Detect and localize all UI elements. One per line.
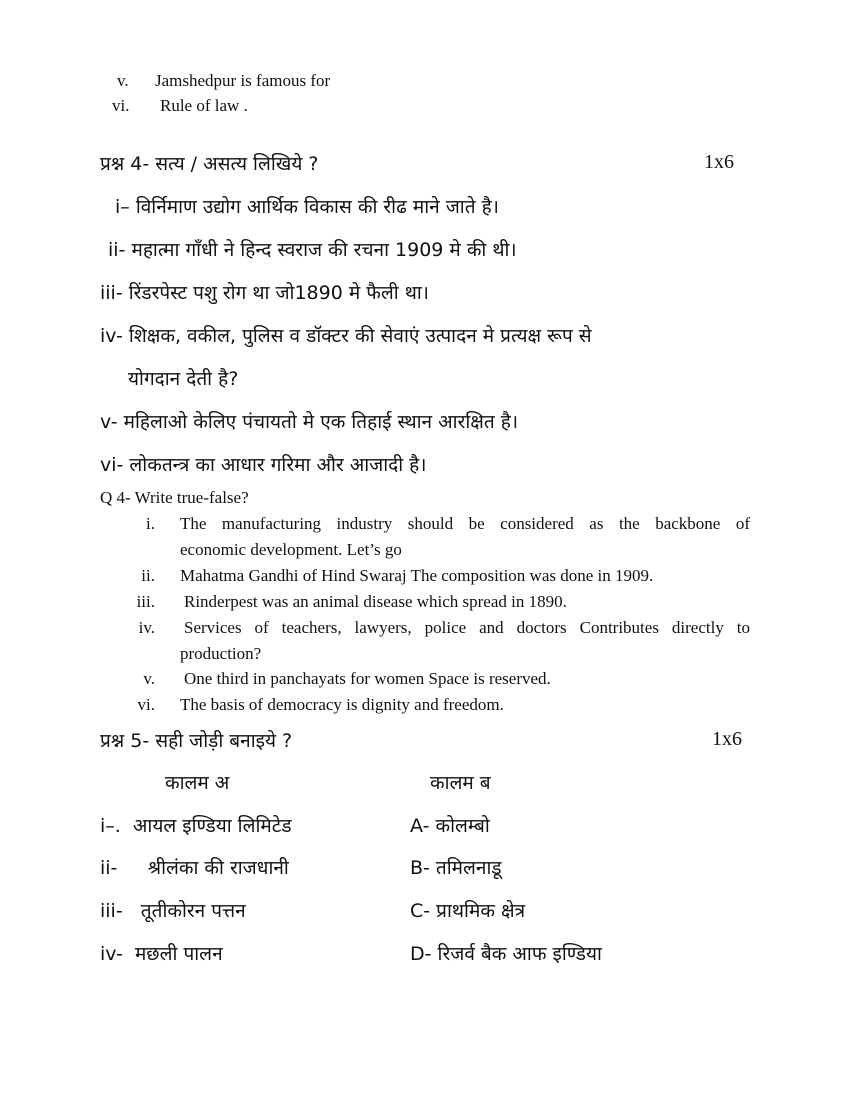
match-left-item: iii- तूतीकोरन पत्तन [100,900,246,922]
item-text: Rule of law . [160,96,248,115]
question-heading: प्रश्न 4- सत्य / असत्य लिखिये ? [100,153,319,175]
item-number: v. [143,669,155,688]
english-item: The basis of democracy is dignity and freedom. [180,695,504,714]
item-number: ii. [141,566,155,585]
column-a-header: कालम अ [165,772,230,794]
hindi-item: v- महिलाओ केलिए पंचायतो मे एक तिहाई स्थान आरक्षित है। [100,411,519,433]
item-number: i. [146,514,155,533]
hindi-item: iv- शिक्षक, वकील, पुलिस व डॉक्टर की सेवाएं उत्पादन मे प्रत्यक्ष रूप से [100,325,592,347]
item-number: vi. [112,96,130,115]
english-item-continuation: production? [180,644,262,663]
item-number: v. [117,71,129,90]
hindi-item: vi- लोकतन्त्र का आधार गरिमा और आजादी है। [100,454,427,476]
english-item: The manufacturing industry should be considered as the backbone of [180,514,750,533]
marks-label: 1x6 [704,151,734,173]
match-left-item: iv- मछली पालन [100,943,223,965]
match-left-item: ii- श्रीलंका की राजधानी [100,857,289,879]
match-right-item: D- रिजर्व बैक आफ इण्डिया [410,943,602,965]
item-text: Jamshedpur is famous for [155,71,331,90]
column-b-header: कालम ब [430,772,491,794]
question-heading: प्रश्न 5- सही जोड़ी बनाइये ? [100,730,293,752]
english-item: Mahatma Gandhi of Hind Swaraj The composition was done in 1909. [180,566,654,585]
match-right-item: A- कोलम्बो [410,815,490,837]
english-item: One third in panchayats for women Space is reserved. [184,669,551,688]
hindi-item: i– विर्निमाण उद्योग आर्थिक विकास की रीढ माने जाते है। [115,196,499,218]
english-item-continuation: economic development. Let’s go [180,540,402,559]
english-item: Services of teachers, lawyers, police and doctors Contributes directly to [184,618,750,637]
hindi-item-continuation: योगदान देती है? [128,368,239,390]
item-number: vi. [137,695,155,714]
marks-label: 1x6 [712,728,742,750]
item-number: iii. [136,592,155,611]
question-heading: Q 4- Write true-false? [100,488,249,507]
item-number: iv. [138,618,155,637]
match-right-item: B- तमिलनाडू [410,857,502,879]
match-right-item: C- प्राथमिक क्षेत्र [410,900,526,922]
hindi-item: iii- रिंडरपेस्ट पशु रोग था जो1890 मे फैली था। [100,282,430,304]
hindi-item: ii- महात्मा गाँधी ने हिन्द स्वराज की रचना 1909 मे की थी। [108,239,517,261]
match-left-item: i–. आयल इण्डिया लिमिटेड [100,815,292,837]
english-item: Rinderpest was an animal disease which spread in 1890. [184,592,567,611]
